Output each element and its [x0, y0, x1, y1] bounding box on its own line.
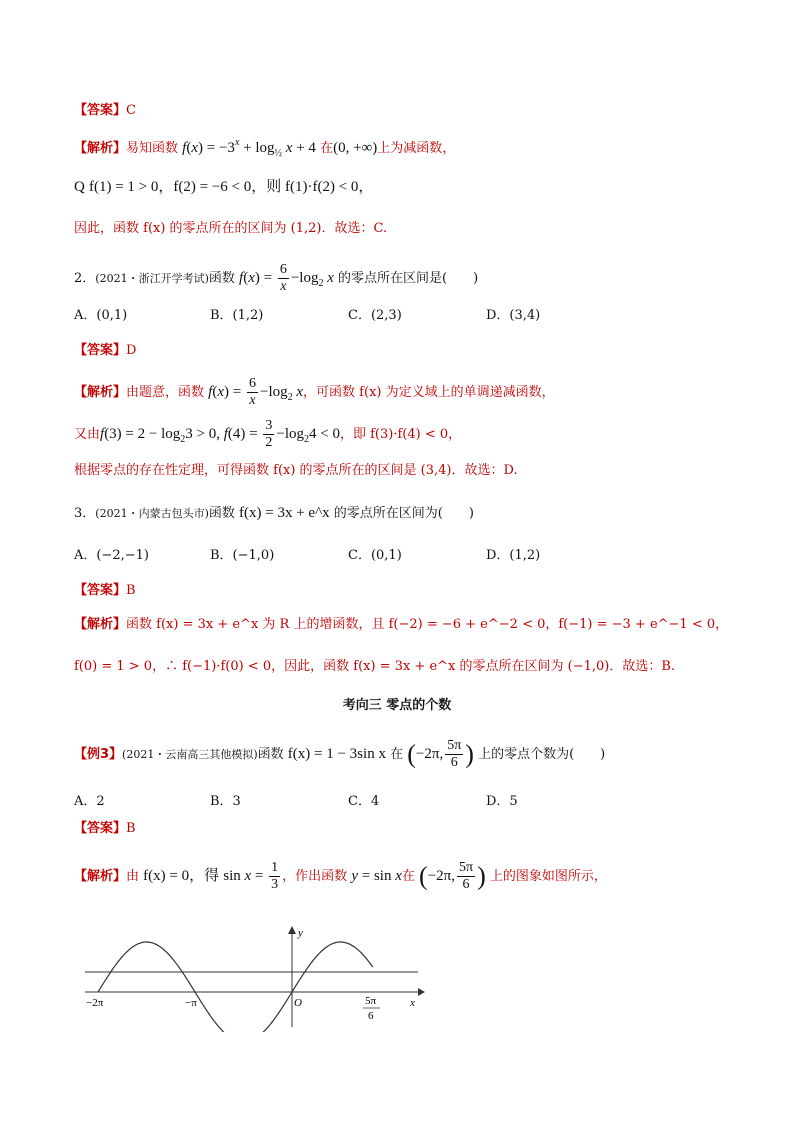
- answer-value: B: [126, 583, 136, 598]
- question-number: 2．: [74, 271, 96, 286]
- q2-line3: [74, 462, 518, 480]
- ex3-func-formula: f(x) = 1 − 3sin x: [287, 746, 386, 762]
- q-symbol: Q: [74, 179, 85, 195]
- fraction: $\frac{6}{x}$: [279, 262, 287, 294]
- tick-label-5pi-6-num: 5π: [365, 995, 377, 1007]
- q3-func-formula: f(x) = 3x + e^x: [239, 505, 330, 521]
- q2-option-b: B．(1,2): [210, 308, 264, 323]
- analysis-tag: 【解析】: [74, 869, 127, 884]
- q2-answer-line: [74, 342, 136, 360]
- question-source: (2021・浙江开学考试): [95, 272, 209, 285]
- q2-stem: 2．(2021・浙江开学考试)函数 f(x) = $\frac{6}{x}$ $-\log_2$ x 的零点所在区间是( ): [74, 262, 479, 294]
- ex3-option-d: D．5: [486, 794, 518, 809]
- section-heading: 考向三 零点的个数: [342, 698, 452, 713]
- q3-conclusion: f(0) = 1 > 0，∴ f(−1)·f(0) < 0，因此，函数 f(x) = 3x + e^x 的零点所在区间为 (−1,0)．故选：B.: [74, 659, 676, 674]
- answer-value: B: [126, 821, 136, 836]
- tick-label-neg-pi: −π: [185, 997, 197, 1009]
- analysis-tag: 【解析】: [74, 141, 127, 156]
- q1-conclusion: 因此，函数 f(x) 的零点所在的区间为 (1,2)．故选：C.: [74, 221, 388, 236]
- q1-line2-text: f(1) = 1 > 0，f(2) = −6 < 0，则 f(1)·f(2) < 0，: [88, 179, 374, 195]
- analysis-text: 易知函数: [126, 141, 179, 156]
- q1-analysis-line: [74, 134, 455, 163]
- question-text: 函数: [208, 506, 235, 521]
- y-axis-label: y: [298, 927, 303, 939]
- ex3-answer-line: [74, 820, 136, 838]
- interval-formula: (0, +∞): [333, 140, 378, 156]
- sine-curve: [98, 942, 373, 1032]
- analysis-tag: 【解析】: [74, 617, 127, 632]
- question-number: 3．: [74, 506, 96, 521]
- question-text: 在: [390, 747, 404, 762]
- q1-line2: [74, 178, 373, 197]
- analysis-formula: f(x) = 0，得: [143, 868, 220, 884]
- question-text: 的零点所在区间为( ): [333, 506, 474, 521]
- analysis-text: 在: [401, 869, 415, 884]
- question-source: (2021・内蒙古包头市): [95, 507, 209, 520]
- question-source: (2021・云南高三其他模拟): [122, 748, 258, 761]
- q2-conclusion: 根据零点的存在性定理，可得函数 f(x) 的零点所在的区间是 (3,4)．故选：D.: [74, 463, 518, 478]
- ex3-option-a: A．2: [74, 794, 105, 809]
- example-tag: 【例3】: [74, 747, 123, 762]
- analysis-text: ，可函数 f(x) 为定义域上的单调递减函数，: [303, 385, 555, 400]
- ex3-stem: 【例3】(2021・云南高三其他模拟)函数 f(x) = 1 − 3sin x 在 (−2π, $\frac{5\pi}{6}$ ) 上的零点个数为( ): [74, 738, 606, 770]
- ex3-analysis-line: 【解析】由 f(x) = 0，得 sin x = $\frac{1}{3}$ ，作出函数 y = sin x在 (−2π, $\frac{5\pi}{6}$ ) 上的图象如图所示，: [74, 860, 607, 892]
- x-axis-label: x: [410, 997, 415, 1009]
- sine-graph: [80, 922, 430, 1032]
- ex3-option-c: C．4: [348, 794, 380, 809]
- tick-label-neg-2pi: −2π: [86, 997, 104, 1009]
- answer-tag: 【答案】: [74, 821, 127, 836]
- q2-option-d: D．(3,4): [486, 308, 541, 323]
- x-axis-arrow: [418, 988, 425, 996]
- q3-option-d: D．(1,2): [486, 548, 541, 563]
- analysis-text: 上的图象如图所示，: [489, 869, 607, 884]
- tick-label-5pi-6-den: 6: [368, 1010, 374, 1022]
- analysis-text: ，作出函数: [282, 869, 348, 884]
- analysis-text: 函数 f(x) = 3x + e^x 为 R 上的增函数，且 f(−2) = −6 + e^−2 < 0，f(−1) = −3 + e^−1 < 0，: [126, 617, 729, 632]
- answer-tag: 【答案】: [74, 343, 127, 358]
- answer-value: D: [126, 343, 137, 358]
- q3-answer-line: [74, 582, 136, 600]
- analysis-tag: 【解析】: [74, 385, 127, 400]
- q3-analysis-line: [74, 616, 728, 634]
- q1-answer-line: [74, 102, 136, 120]
- q3-line2: [74, 658, 675, 676]
- q2-func-formula: f(x) =: [239, 270, 276, 286]
- q3-option-c: C．(0,1): [348, 548, 402, 563]
- answer-value: C: [126, 103, 136, 118]
- question-text: 上的零点个数为( ): [478, 747, 606, 762]
- question-text: 函数: [257, 747, 284, 762]
- q3-option-a: A．(−2,−1): [74, 548, 149, 563]
- q2-line2: 又由$f(3) = 2 - \log_23 > 0$, f(4) = $\frac{3}{2}$ $-\log_24 < 0$，即 f(3)·f(4) < 0，: [74, 418, 462, 450]
- q2-option-c: C．(2,3): [348, 308, 402, 323]
- analysis-text: 由: [126, 869, 140, 884]
- answer-tag: 【答案】: [74, 103, 127, 118]
- analysis-text: 由题意，函数: [126, 385, 205, 400]
- question-text: 函数: [208, 271, 235, 286]
- y-axis-arrow: [288, 926, 296, 934]
- q1-line3: [74, 220, 387, 238]
- analysis-text: 在: [320, 141, 334, 156]
- analysis-text: 又由: [74, 427, 101, 442]
- answer-tag: 【答案】: [74, 583, 127, 598]
- q2-option-a: A．(0,1): [74, 308, 128, 323]
- q3-option-b: B．(−1,0): [210, 548, 275, 563]
- analysis-text: ，即 f(3)·f(4) < 0，: [339, 427, 462, 442]
- ex3-option-b: B．3: [210, 794, 241, 809]
- analysis-text: 上为减函数，: [377, 141, 456, 156]
- q3-stem: [74, 504, 474, 523]
- question-text: 的零点所在区间是( ): [338, 271, 479, 286]
- origin-label: O: [294, 997, 302, 1009]
- q2-analysis-line: 【解析】由题意，函数 f(x) = $\frac{6}{x}$ $-\log_2$ x，可函数 f(x) 为定义域上的单调递减函数，: [74, 376, 555, 408]
- q1-func-formula: $f(x) = -3^x + \log_{\frac{1}{2}} x + 4$: [182, 137, 316, 159]
